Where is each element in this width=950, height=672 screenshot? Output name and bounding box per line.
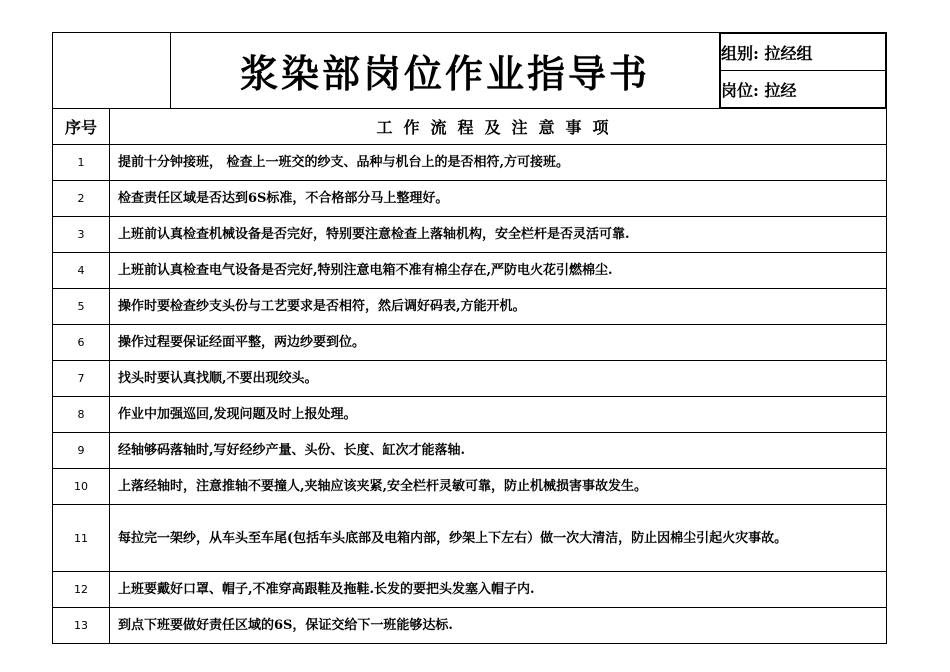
column-header-content: 工作流程及注意事项 — [110, 109, 887, 145]
header-row — [53, 33, 887, 109]
row-number: 2 — [53, 181, 110, 217]
row-text: 每拉完一架纱，从车头至车尾(包括车头底部及电箱内部，纱架上下左右）做一次大清洁，防止因棉尘引起火灾事故。 — [110, 505, 887, 572]
table-row — [53, 433, 887, 469]
row-text: 操作时要检查纱支头份与工艺要求是否相符，然后调好码表,方能开机。 — [110, 289, 887, 325]
row-text: 上落经轴时，注意推轴不要撞人,夹轴应该夹紧,安全栏杆灵敏可靠，防止机械损害事故发生。 — [110, 469, 887, 505]
document-title: 浆染部岗位作业指导书 — [171, 33, 720, 109]
row-number: 4 — [53, 253, 110, 289]
row-number: 6 — [53, 325, 110, 361]
table-row — [53, 253, 887, 289]
table-row — [53, 145, 887, 181]
row-number: 5 — [53, 289, 110, 325]
row-text: 上班前认真检查机械设备是否完好，特别要注意检查上落轴机构，安全栏杆是否灵活可靠. — [110, 217, 887, 253]
column-header-number: 序号 — [53, 109, 110, 145]
post-label: 岗位: 拉经 — [721, 71, 886, 108]
row-number: 9 — [53, 433, 110, 469]
column-header-row — [53, 109, 887, 145]
table-row — [53, 325, 887, 361]
instruction-sheet — [52, 32, 886, 644]
row-number: 7 — [53, 361, 110, 397]
row-number: 8 — [53, 397, 110, 433]
group-label: 组别: 拉经组 — [721, 34, 886, 71]
row-number: 11 — [53, 505, 110, 572]
row-number: 13 — [53, 608, 110, 644]
row-number: 12 — [53, 572, 110, 608]
row-text: 检查责任区域是否达到6S标准，不合格部分马上整理好。 — [110, 181, 887, 217]
row-text: 提前十分钟接班， 检查上一班交的纱支、品种与机台上的是否相符,方可接班。 — [110, 145, 887, 181]
header-blank-cell — [53, 33, 171, 109]
table-row — [53, 608, 887, 644]
header-meta-cell — [720, 33, 887, 109]
row-number: 1 — [53, 145, 110, 181]
row-text: 作业中加强巡回,发现问题及时上报处理。 — [110, 397, 887, 433]
row-text: 操作过程要保证经面平整，两边纱要到位。 — [110, 325, 887, 361]
table-row — [53, 289, 887, 325]
instruction-table — [52, 32, 887, 644]
table-row — [53, 572, 887, 608]
row-text: 经轴够码落轴时,写好经纱产量、头份、长度、缸次才能落轴. — [110, 433, 887, 469]
header-meta — [720, 33, 886, 108]
row-text: 上班前认真检查电气设备是否完好,特别注意电箱不准有棉尘存在,严防电火花引燃棉尘. — [110, 253, 887, 289]
row-text: 上班要戴好口罩、帽子,不准穿高跟鞋及拖鞋.长发的要把头发塞入帽子内. — [110, 572, 887, 608]
table-row — [53, 469, 887, 505]
table-row — [53, 217, 887, 253]
table-row — [53, 181, 887, 217]
table-row — [53, 505, 887, 572]
row-text: 找头时要认真找顺,不要出现绞头。 — [110, 361, 887, 397]
table-row — [53, 361, 887, 397]
row-text: 到点下班要做好责任区域的6S，保证交给下一班能够达标. — [110, 608, 887, 644]
row-number: 10 — [53, 469, 110, 505]
row-number: 3 — [53, 217, 110, 253]
table-row — [53, 397, 887, 433]
